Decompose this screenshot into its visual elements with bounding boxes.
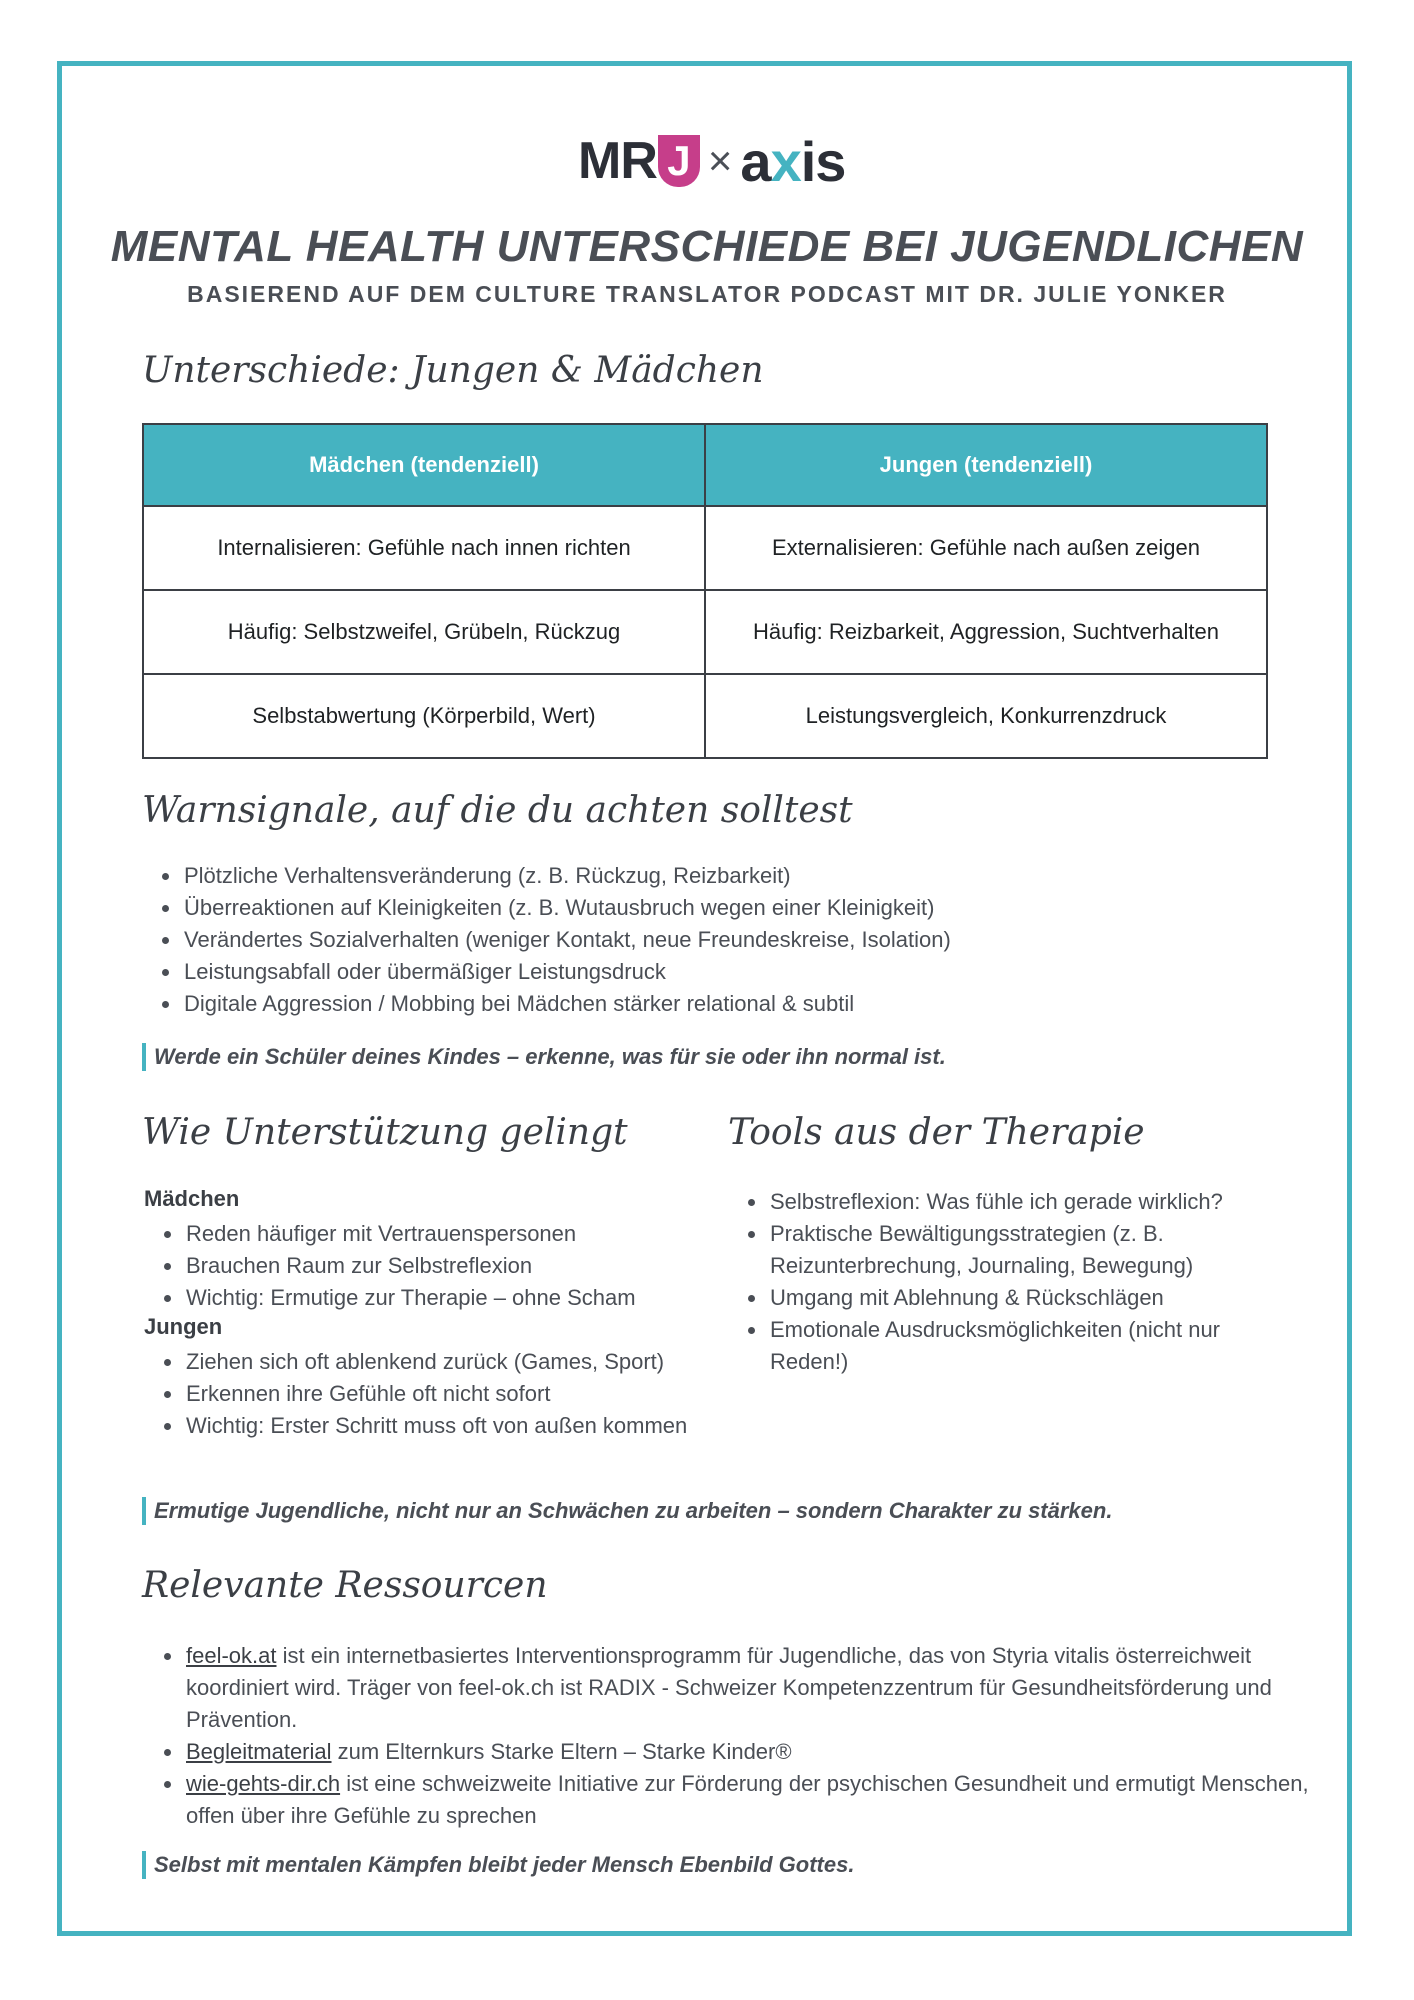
list-item: • Digitale Aggression / Mobbing bei Mädchen stärker relational & subtil: [182, 988, 1302, 1020]
table-header-row: [143, 424, 1267, 506]
list-item: • Verändertes Sozialverhalten (weniger Kontakt, neue Freundeskreise, Isolation): [182, 924, 1302, 956]
girls-label: Mädchen: [144, 1186, 240, 1211]
differences-heading: Unterschiede: Jungen & Mädchen: [142, 350, 764, 391]
table-row: [143, 674, 1267, 758]
resources-list: [144, 1640, 1319, 1832]
resource-link-feel-ok[interactable]: feel-ok.at: [186, 1643, 277, 1668]
list-item: • Wichtig: Ermutige zur Therapie – ohne Scham: [184, 1282, 754, 1314]
resource-text: ist eine schweizweite Initiative zur Förderung der psychischen Gesundheit und ermutigt Menschen, offen über ihre Gefühle zu sprechen: [186, 1771, 1309, 1828]
page-subtitle: BASIEREND AUF DEM CULTURE TRANSLATOR PODCAST MIT DR. JULIE YONKER: [187, 281, 1227, 307]
list-item: • Wichtig: Erster Schritt muss oft von außen kommen: [184, 1410, 754, 1442]
list-item: • Praktische Bewältigungsstrategien (z. B. Reizunterbrechung, Journaling, Bewegung): [768, 1218, 1288, 1282]
warnings-list: [142, 860, 1302, 1020]
table-row: [143, 506, 1267, 590]
table-row: [143, 590, 1267, 674]
girls-list: [144, 1218, 754, 1314]
boys-list: [144, 1346, 754, 1442]
table-cell: Selbstabwertung (Körperbild, Wert): [143, 674, 705, 758]
quote-warnings: Werde ein Schüler deines Kindes – erkenne, was für sie oder ihn normal ist.: [142, 1043, 946, 1071]
tools-list: [728, 1186, 1288, 1378]
tools-heading: Tools aus der Therapie: [728, 1112, 1145, 1153]
table-cell: Leistungsvergleich, Konkurrenzdruck: [705, 674, 1267, 758]
logo-axis: axis: [740, 129, 846, 193]
resource-text: ist ein internetbasiertes Interventionsprogramm für Jugendliche, das von Styria vitalis österreichweit koordiniert wird. Träger von feel-ok.ch ist RADIX - Schweizer Kompetenzzentrum für Gesundheitsförderung und Prävention.: [186, 1643, 1272, 1732]
column-header: Mädchen (tendenziell): [143, 424, 705, 506]
resource-link-begleitmaterial[interactable]: Begleitmaterial: [186, 1739, 332, 1764]
logo-times: ×: [707, 137, 733, 184]
brand-logo: [578, 127, 870, 195]
list-item: • Erkennen ihre Gefühle oft nicht sofort: [184, 1378, 754, 1410]
logo-j: J: [658, 135, 700, 187]
table-cell: Häufig: Reizbarkeit, Aggression, Suchtverhalten: [705, 590, 1267, 674]
table-cell: Häufig: Selbstzweifel, Grübeln, Rückzug: [143, 590, 705, 674]
list-item: • Plötzliche Verhaltensveränderung (z. B. Rückzug, Reizbarkeit): [182, 860, 1302, 892]
logo-mr: MR: [578, 132, 657, 190]
boys-label: Jungen: [144, 1314, 223, 1339]
table-cell: Internalisieren: Gefühle nach innen richten: [143, 506, 705, 590]
list-item: [184, 1640, 1319, 1736]
resource-text: zum Elternkurs Starke Eltern – Starke Kinder®: [331, 1739, 792, 1764]
quote-resources: Selbst mit mentalen Kämpfen bleibt jeder Mensch Ebenbild Gottes.: [142, 1851, 854, 1879]
page-title: MENTAL HEALTH UNTERSCHIEDE BEI JUGENDLICHEN: [110, 222, 1304, 271]
list-item: [184, 1736, 1319, 1768]
quote-support: Ermutige Jugendliche, nicht nur an Schwächen zu arbeiten – sondern Charakter zu stärken.: [142, 1497, 1112, 1525]
list-item: [184, 1768, 1319, 1832]
table-cell: Externalisieren: Gefühle nach außen zeigen: [705, 506, 1267, 590]
list-item: • Leistungsabfall oder übermäßiger Leistungsdruck: [182, 956, 1302, 988]
list-item: • Emotionale Ausdrucksmöglichkeiten (nicht nur Reden!): [768, 1314, 1288, 1378]
list-item: • Ziehen sich oft ablenkend zurück (Games, Sport): [184, 1346, 754, 1378]
list-item: • Überreaktionen auf Kleinigkeiten (z. B. Wutausbruch wegen einer Kleinigkeit): [182, 892, 1302, 924]
list-item: • Umgang mit Ablehnung & Rückschlägen: [768, 1282, 1288, 1314]
support-heading: Wie Unterstützung gelingt: [142, 1112, 628, 1153]
resources-heading: Relevante Ressourcen: [142, 1565, 548, 1606]
column-header: Jungen (tendenziell): [705, 424, 1267, 506]
list-item: • Brauchen Raum zur Selbstreflexion: [184, 1250, 754, 1282]
resource-link-wie-gehts-dir[interactable]: wie-gehts-dir.ch: [186, 1771, 341, 1796]
warnings-heading: Warnsignale, auf die du achten solltest: [142, 790, 853, 831]
list-item: • Selbstreflexion: Was fühle ich gerade wirklich?: [768, 1186, 1288, 1218]
list-item: • Reden häufiger mit Vertrauenspersonen: [184, 1218, 754, 1250]
differences-table: [142, 423, 1268, 759]
